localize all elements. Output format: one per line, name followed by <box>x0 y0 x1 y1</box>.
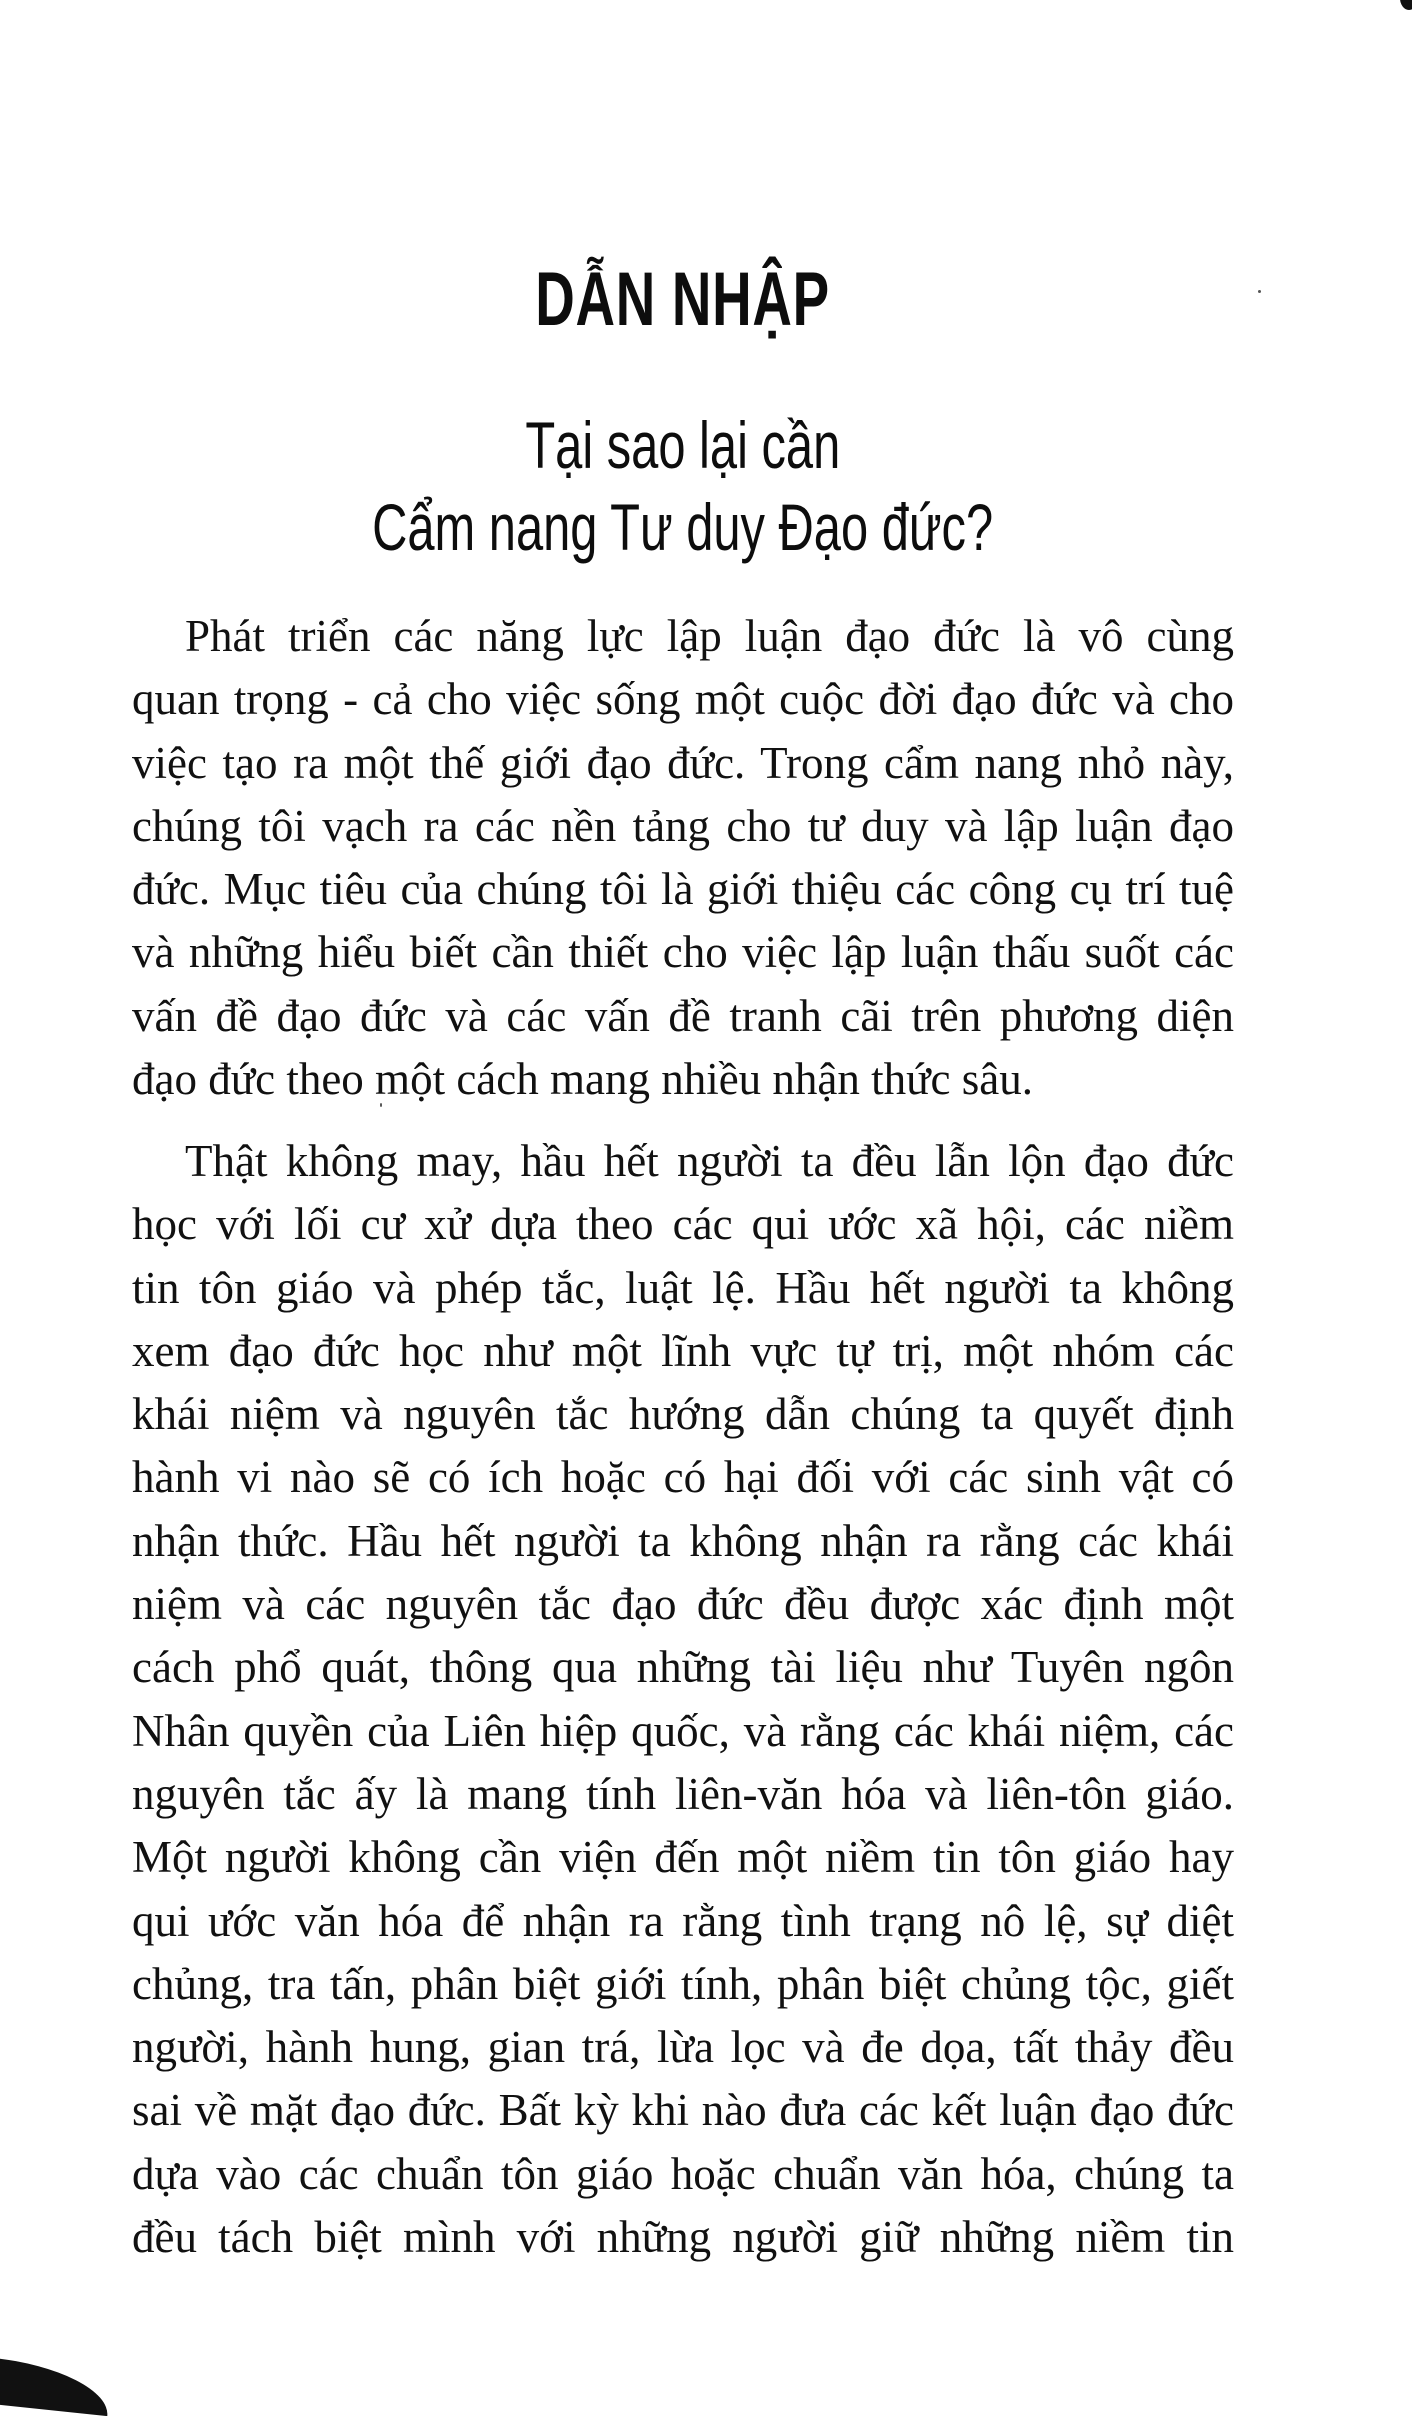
text-line: Một người không cần viện đến một niềm tin tôn giáo hay <box>132 1832 1234 1883</box>
text-line: đức. Mục tiêu của chúng tôi là giới thiệu các công cụ trí tuệ <box>132 864 1234 915</box>
text-line: hành vi nào sẽ có ích hoặc có hại đối với các sinh vật có <box>132 1452 1234 1503</box>
chapter-heading-text: DẪN NHẬP <box>535 257 831 342</box>
text-line: dựa vào các chuẩn tôn giáo hoặc chuẩn văn hóa, chúng ta <box>132 2148 1234 2199</box>
scan-edge-mark-bottom-left <box>0 2358 112 2416</box>
text-line: cách phổ quát, thông qua những tài liệu như Tuyên ngôn <box>132 1642 1234 1693</box>
text-line: Nhân quyền của Liên hiệp quốc, và rằng các khái niệm, các <box>132 1705 1234 1756</box>
paragraph-2 <box>132 1130 1234 2269</box>
text-line: chúng tôi vạch ra các nền tảng cho tư duy và lập luận đạo <box>132 800 1234 851</box>
text-line: người, hành hung, gian trá, lừa lọc và đe dọa, tất thảy đều <box>132 2022 1234 2073</box>
section-title-text: Cẩm nang Tư duy Đạo đức? <box>372 490 994 564</box>
paragraph-1 <box>132 605 1234 1111</box>
text-line: đạo đức theo một cách mang nhiều nhận thức sâu. <box>132 1054 1034 1105</box>
section-title-line-2 <box>0 487 1366 567</box>
text-line: nguyên tắc ấy là mang tính liên-văn hóa và liên-tôn giáo. <box>132 1768 1234 1819</box>
text-line: tin tôn giáo và phép tắc, luật lệ. Hầu hết người ta không <box>132 1262 1234 1313</box>
text-line: vấn đề đạo đức và các vấn đề tranh cãi trên phương diện <box>132 990 1234 1041</box>
text-line: học với lối cư xử dựa theo các qui ước xã hội, các niềm <box>132 1199 1234 1250</box>
text-line: và những hiểu biết cần thiết cho việc lập luận thấu suốt các <box>132 927 1234 978</box>
section-title-line-1 <box>0 405 1366 485</box>
text-line: sai về mặt đạo đức. Bất kỳ khi nào đưa các kết luận đạo đức <box>132 2085 1234 2136</box>
scan-edge-mark-top-right <box>1400 0 1412 10</box>
text-line: khái niệm và nguyên tắc hướng dẫn chúng ta quyết định <box>132 1389 1234 1440</box>
section-title-text: Tại sao lại cần <box>525 408 841 482</box>
text-line: việc tạo ra một thế giới đạo đức. Trong cẩm nang nhỏ này, <box>132 737 1234 788</box>
text-line: Phát triển các năng lực lập luận đạo đức là vô cùng <box>185 611 1234 661</box>
chapter-heading <box>0 255 1366 345</box>
text-line: niệm và các nguyên tắc đạo đức đều được xác định một <box>132 1579 1234 1630</box>
text-line: chủng, tra tấn, phân biệt giới tính, phân biệt chủng tộc, giết <box>132 1958 1234 2009</box>
text-line: Thật không may, hầu hết người ta đều lẫn lộn đạo đức <box>185 1136 1234 1186</box>
text-line: quan trọng - cả cho việc sống một cuộc đời đạo đức và cho <box>132 674 1234 725</box>
text-line: qui ước văn hóa để nhận ra rằng tình trạng nô lệ, sự diệt <box>132 1895 1234 1946</box>
text-line: xem đạo đức học như một lĩnh vực tự trị, một nhóm các <box>132 1325 1234 1376</box>
text-line: đều tách biệt mình với những người giữ những niềm tin <box>132 2212 1234 2263</box>
text-line: nhận thức. Hầu hết người ta không nhận ra rằng các khái <box>132 1515 1234 1566</box>
